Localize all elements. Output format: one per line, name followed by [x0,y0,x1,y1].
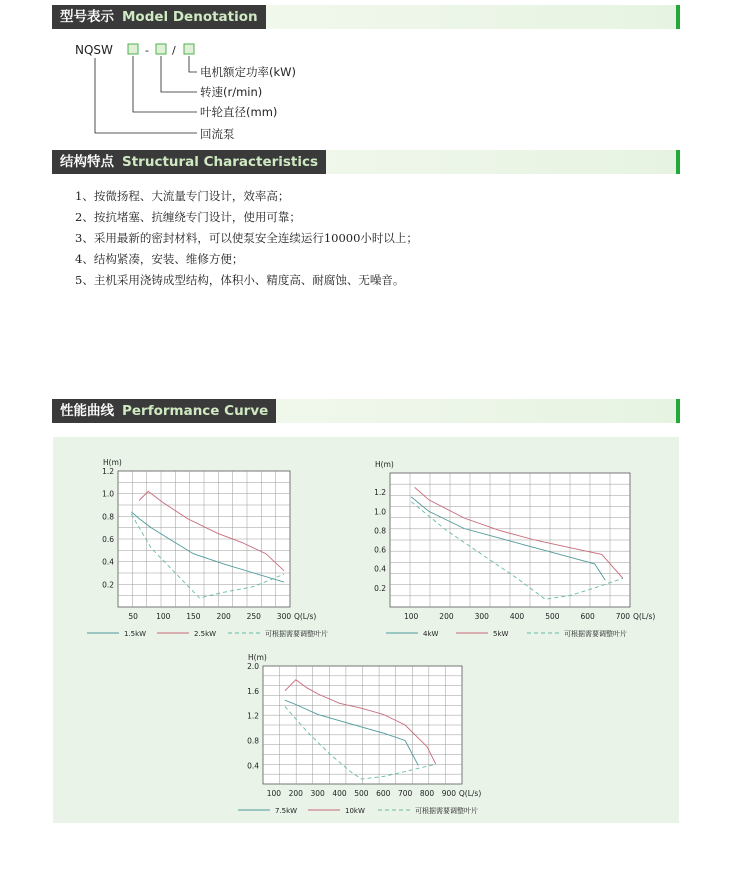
x-tick-label: 100 [404,612,419,621]
x-tick-label: 100 [266,789,282,798]
x-tick-label: 150 [186,612,201,621]
y-axis-label: H(m) [103,458,122,467]
x-tick-label: 200 [439,612,454,621]
y-tick-label: 0.6 [374,545,386,555]
x-tick-label: 200 [216,612,231,621]
chart-3 [238,653,481,815]
y-tick-label: 1.6 [247,686,259,696]
legend-label: 10kW [345,807,365,815]
chart-2 [374,460,655,638]
x-tick-label: 500 [354,789,369,798]
model-prefix: NQSW [75,43,113,57]
y-tick-label: 1.2 [374,488,386,498]
x-tick-label: 800 [419,789,435,798]
x-tick-label: 300 [276,612,292,621]
x-axis-label: Q(L/s) [458,789,482,798]
section-title-en: Performance Curve [122,403,269,419]
legend-label: 可根据需要调整叶片 [265,630,328,638]
y-tick-label: 1.2 [247,711,259,721]
x-axis-label: Q(L/s) [293,612,317,621]
x-tick-label: 900 [441,789,457,798]
legend-label: 可根据需要调整叶片 [564,630,627,638]
label-speed: 转速(r/min) [200,85,263,99]
x-tick-label: 50 [128,612,138,621]
y-tick-label: 0.8 [374,526,386,536]
x-tick-label: 300 [474,612,489,621]
legend-label: 2.5kW [194,630,217,638]
x-tick-label: 700 [397,789,413,798]
y-tick-label: 0.4 [374,564,386,574]
section-title-cn: 性能曲线 [60,403,114,419]
label-pump-type: 回流泵 [200,127,235,141]
feature-item: 1、按微扬程、大流量专门设计，效率高； [75,189,290,203]
y-tick-label: 0.4 [102,557,114,567]
legend-label: 5kW [493,630,509,638]
x-tick-label: 200 [288,789,303,798]
y-tick-label: 0.8 [102,512,114,522]
y-axis-label: H(m) [375,460,394,469]
y-tick-label: 1.0 [102,489,114,499]
chart-1 [87,458,328,638]
x-tick-label: 100 [156,612,171,621]
x-axis-label: Q(L/s) [632,612,656,621]
y-axis-label: H(m) [248,653,267,662]
x-tick-label: 400 [509,612,525,621]
y-tick-label: 0.6 [102,535,114,544]
x-tick-label: 700 [615,612,631,621]
legend-label: 7.5kW [275,807,298,815]
legend-label: 1.5kW [124,630,147,638]
label-power: 电机额定功率(kW) [200,65,297,79]
legend-label: 可根据需要调整叶片 [415,807,478,815]
feature-item: 4、结构紧凑，安装、维修方便； [75,252,244,266]
y-tick-label: 0.2 [374,583,386,593]
slash-sign: / [172,44,176,57]
y-tick-label: 2.0 [247,662,259,671]
y-tick-label: 0.2 [102,580,114,590]
feature-item: 5、主机采用浇铸成型结构，体积小、精度高、耐腐蚀、无噪音。 [75,273,405,287]
x-tick-label: 600 [376,789,391,798]
x-tick-label: 300 [310,789,325,798]
section-title-en: Structural Characteristics [122,154,319,170]
dash-sign: - [145,44,149,57]
label-impeller: 叶轮直径(mm) [200,105,278,119]
x-tick-label: 400 [332,789,347,798]
feature-item: 3、采用最新的密封材料，可以使泵安全连续运行10000小时以上； [75,231,418,245]
x-tick-label: 250 [246,612,261,621]
x-tick-label: 500 [545,612,560,621]
section-title-en: Model Denotation [122,9,258,25]
section-title-cn: 结构特点 [60,154,114,170]
section-title-cn: 型号表示 [60,9,114,25]
x-tick-label: 600 [580,612,595,621]
feature-item: 2、按抗堵塞、抗缠绕专门设计，使用可靠； [75,210,301,224]
legend-label: 4kW [423,630,439,638]
y-tick-label: 0.8 [247,736,259,746]
y-tick-label: 1.0 [374,507,386,517]
y-tick-label: 1.2 [102,467,114,476]
y-tick-label: 0.4 [247,761,259,771]
